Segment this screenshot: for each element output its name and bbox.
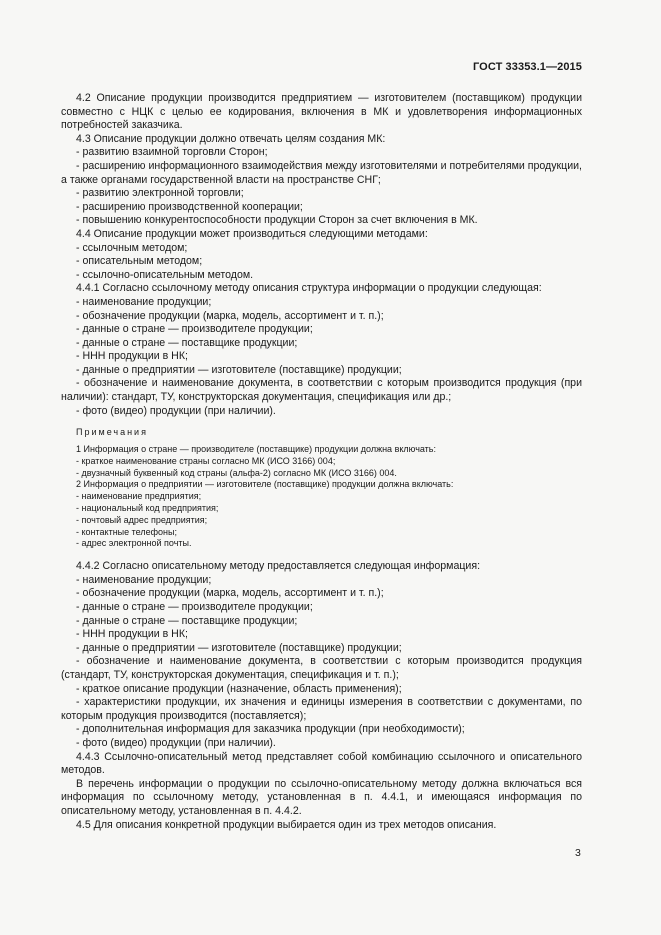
note-list-item: - адрес электронной почты. (76, 538, 192, 549)
paragraph-4-4-3: 4.4.3 Ссылочно-описательный метод представляет собой комбинацию ссылочного и описательного методов. (61, 750, 582, 777)
note-1: 1 Информация о стране — производителе (поставщике) продукции должна включать: (76, 444, 436, 455)
list-item: - данные о стране — производителе продукции; (76, 601, 313, 613)
document-body (61, 92, 582, 832)
note-2: 2 Информация о предприятии — изготовителе (поставщике) продукции должна включать: (76, 479, 454, 490)
paragraph-4-4-1: 4.4.1 Согласно ссылочному методу описания структура информации о продукции следующая: (76, 282, 542, 295)
note-list-item: - краткое наименование страны согласно МК (ИСО 3166) 004; (76, 455, 336, 466)
notes-block (61, 427, 582, 550)
list-item: - наименование продукции; (76, 573, 212, 586)
list-item: - ссылочно-описательным методом. (76, 268, 254, 281)
note-list-item: - контактные телефоны; (76, 526, 177, 537)
note-list-item: - почтовый адрес предприятия; (76, 514, 208, 525)
paragraph-4-5: 4.5 Для описания конкретной продукции выбирается один из трех методов описания. (76, 818, 497, 831)
paragraph-4-2: 4.2 Описание продукции производится предприятием — изготовителем (поставщиком) продукции совместно с НЦК с целью ее кодирования, включения в МК и удовлетворения информационных потребностей заказчика. (61, 92, 582, 132)
list-item: - повышению конкурентоспособности продукции Сторон за счет включения в МК. (76, 214, 478, 227)
paragraph-4-4-2: 4.4.2 Согласно описательному методу предоставляется следующая информация: (76, 560, 481, 573)
list-item: - расширению производственной кооперации; (76, 200, 303, 213)
list-item: - развитию взаимной торговли Сторон; (76, 146, 268, 159)
list-item: - наименование продукции; (76, 295, 212, 308)
list-item: - расширению информационного взаимодействия между изготовителями и потребителями продукции, а также органами государственной власти на пространстве СНГ; (61, 159, 582, 186)
list-item: - ссылочным методом; (76, 241, 188, 254)
notes-title: Примечания (76, 427, 148, 438)
page-number: 3 (575, 847, 581, 859)
list-item: - характеристики продукции, их значения и единицы измерения в соответствии с документами, по которым продукция производится (поставляется); (61, 696, 582, 722)
paragraph-4-4: 4.4 Описание продукции может производиться следующими методами: (76, 227, 428, 240)
list-item: - обозначение и наименование документа, в соответствии с которым производится продукция (при наличии): стандарт, ТУ, конструкторская документация, спецификация или др.; (61, 377, 582, 404)
list-item: - фото (видео) продукции (при наличии). (76, 404, 276, 417)
list-item: - краткое описание продукции (назначение, область применения); (76, 682, 402, 695)
list-item: - обозначение продукции (марка, модель, ассортимент и т. п.); (76, 309, 384, 322)
list-item: - данные о предприятии — изготовителе (поставщике) продукции; (76, 363, 402, 376)
list-item: - обозначение продукции (марка, модель, ассортимент и т. п.); (76, 587, 384, 600)
note-list-item: - наименование предприятия; (76, 491, 202, 502)
paragraph-4-4-3-b: В перечень информации о продукции по ссылочно-описательному методу должна включаться вся информация по ссылочному методу, установленная в п. 4.4.1, и имеющаяся информация по описательному методу, установленная в п. 4.4.2. (61, 777, 582, 817)
list-item: - данные о предприятии — изготовителе (поставщике) продукции; (76, 641, 402, 654)
list-item: - данные о стране — производителе продукции; (76, 323, 313, 336)
document-header: ГОСТ 33353.1—2015 (472, 61, 582, 73)
list-item: - обозначение и наименование документа, в соответствии с которым производится продукция (стандарт, ТУ, конструкторская документация, спецификация и т. п.); (61, 655, 582, 681)
paragraph-4-3: 4.3 Описание продукции должно отвечать целям создания МК: (76, 132, 386, 145)
list-item: - фото (видео) продукции (при наличии). (76, 736, 276, 749)
note-list-item: - двузначный буквенный код страны (альфа-2) согласно МК (ИСО 3166) 004. (76, 467, 397, 478)
list-item: - развитию электронной торговли; (76, 187, 244, 200)
list-item: - дополнительная информация для заказчика продукции (при необходимости); (76, 723, 465, 736)
list-item: - ННН продукции в НК; (76, 350, 188, 363)
list-item: - описательным методом; (76, 255, 203, 268)
list-item: - данные о стране — поставщике продукции; (76, 614, 298, 627)
list-item: - ННН продукции в НК; (76, 628, 188, 641)
list-item: - данные о стране — поставщике продукции; (76, 336, 298, 349)
note-list-item: - национальный код предприятия; (76, 503, 219, 514)
